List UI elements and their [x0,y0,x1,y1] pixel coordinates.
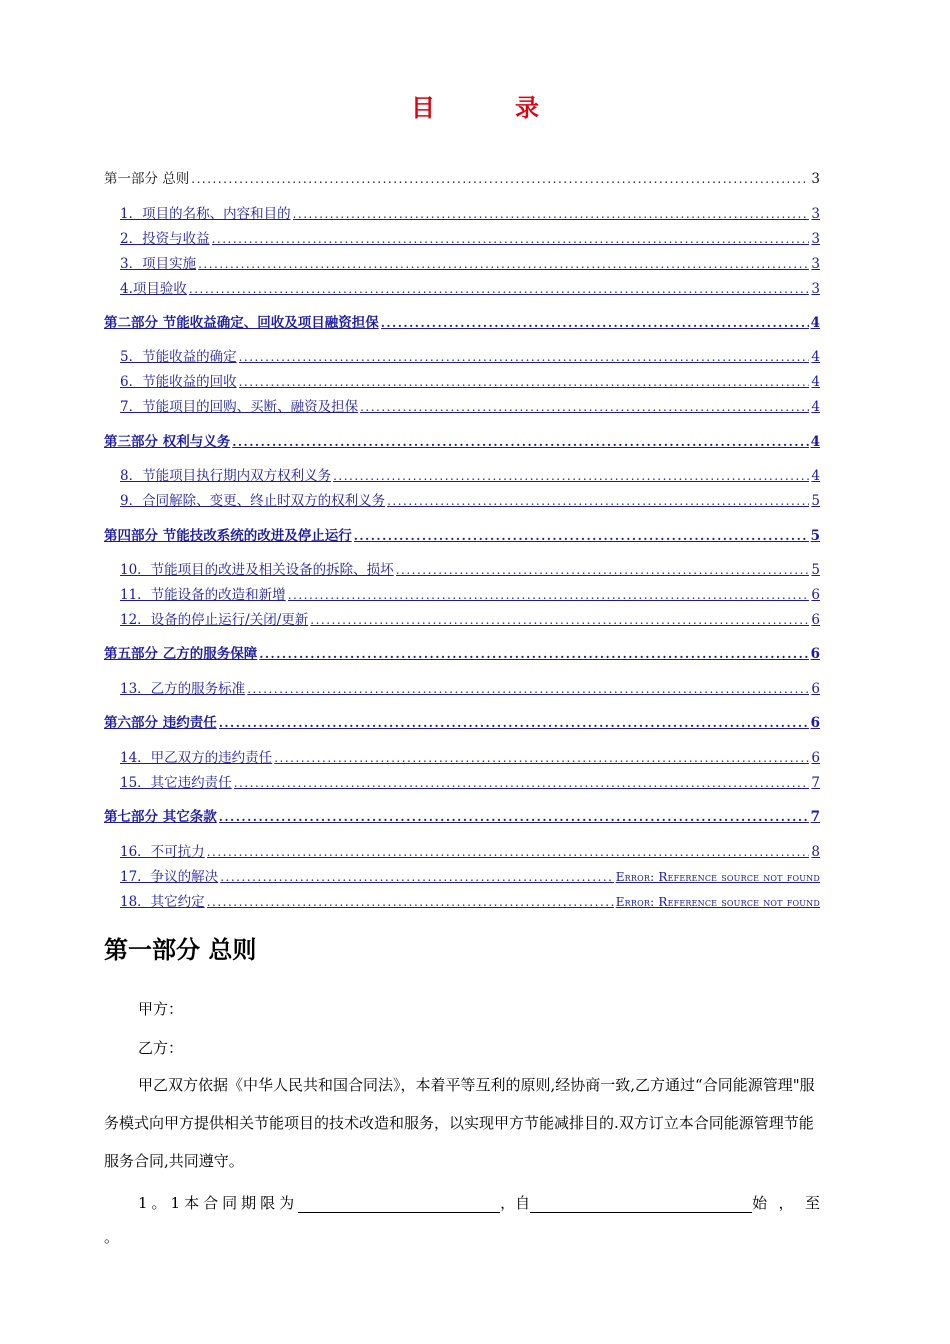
toc-leader [232,433,808,451]
toc-leader [219,714,809,732]
toc-leader [259,645,808,663]
toc-entry-1[interactable]: 1．项目的名称、内容和目的 ..... 3 [120,203,820,223]
toc-leader [274,749,809,767]
toc-leader [198,255,809,273]
section-heading: 第一部分 总则 [104,936,257,964]
toc-leader [207,843,810,861]
toc-leader [207,893,614,911]
toc-entry-18[interactable]: 18．其它约定 ..... Error: Reference source not found [120,891,820,911]
toc-entry-8[interactable]: 8．节能项目执行期内双方权利义务 ..... 4 [120,465,820,485]
party-b-label: 乙方： [138,1039,184,1057]
toc-leader [354,527,809,545]
toc-entry-14[interactable]: 14．甲乙双方的违约责任 ..... 6 [120,747,820,767]
toc-entry-4[interactable]: 4.项目验收 ..... 3 [120,278,820,298]
term-prefix: 1。1本合同期限为 [138,1194,299,1212]
toc-entry-part-1[interactable]: 第一部分 总则 ..... 3 [104,168,820,188]
term-duration-blank[interactable] [298,1194,500,1213]
toc-entry-part-4[interactable]: 第四部分 节能技改系统的改进及停止运行 ..... 5 [104,525,820,545]
term-start-suffix: 始，至 [752,1194,820,1212]
toc-leader [288,586,810,604]
toc-leader [396,561,810,579]
toc-entry-part-3[interactable]: 第三部分 权利与义务 ..... 4 [104,431,820,451]
toc-entry-12[interactable]: 12．设备的停止运行/关闭/更新 ..... 6 [120,609,820,629]
term-end-mark: 。 [104,1228,120,1246]
toc-leader [247,680,809,698]
toc-entry-6[interactable]: 6．节能收益的回收 ..... 4 [120,371,820,391]
toc-leader [381,314,809,332]
toc-leader [333,467,809,485]
toc-leader [220,868,614,886]
contract-term-line [104,1185,820,1213]
toc-leader [310,611,809,629]
toc-leader [212,230,810,248]
toc-entry-part-5[interactable]: 第五部分 乙方的服务保障 ..... 6 [104,643,820,663]
toc-entry-17[interactable]: 17．争议的解决 ..... Error: Reference source not found [120,866,820,886]
toc-entry-part-6[interactable]: 第六部分 违约责任 ..... 6 [104,712,820,732]
term-start-blank[interactable] [530,1194,752,1213]
toc-leader [239,373,810,391]
toc-leader [293,205,810,223]
toc-entry-16[interactable]: 16．不可抗力 ..... 8 [120,841,820,861]
toc-entry-15[interactable]: 15．其它违约责任 ..... 7 [120,772,820,792]
term-from: ，自 [500,1194,531,1212]
intro-paragraph: 甲乙双方依据《中华人民共和国合同法》，本着平等互利的原则,经协商一致,乙方通过“合同能源管理"服务模式向甲方提供相关节能项目的技术改造和服务，以实现甲方节能减排目的.双方订立本合同能源管理节能服务合同,共同遵守。 [104,1076,815,1170]
toc-entry-9[interactable]: 9．合同解除、变更、终止时双方的权利义务 ..... 5 [120,490,820,510]
toc-entry-3[interactable]: 3．项目实施 ..... 3 [120,253,820,273]
toc-entry-7[interactable]: 7．节能项目的回购、买断、融资及担保 ..... 4 [120,396,820,416]
toc-leader [189,280,810,298]
toc-leader [234,774,810,792]
toc-entry-11[interactable]: 11．节能设备的改造和新增 ..... 6 [120,584,820,604]
toc-entry-2[interactable]: 2．投资与收益 ..... 3 [120,228,820,248]
party-a-label: 甲方： [138,1000,184,1018]
toc-entry-5[interactable]: 5．节能收益的确定 ..... 4 [120,346,820,366]
toc-leader [239,348,810,366]
toc-title: 目 录 [411,93,567,122]
toc-entry-13[interactable]: 13．乙方的服务标准 ..... 6 [120,678,820,698]
toc-entry-part-2[interactable]: 第二部分 节能收益确定、回收及项目融资担保 ..... 4 [104,312,820,332]
toc-leader [360,398,809,416]
toc-leader [387,492,809,510]
toc-entry-10[interactable]: 10．节能项目的改进及相关设备的拆除、损坏 ..... 5 [120,559,820,579]
toc-leader [191,170,809,188]
toc-entry-part-7[interactable]: 第七部分 其它条款 ..... 7 [104,806,820,826]
toc-leader [219,808,809,826]
